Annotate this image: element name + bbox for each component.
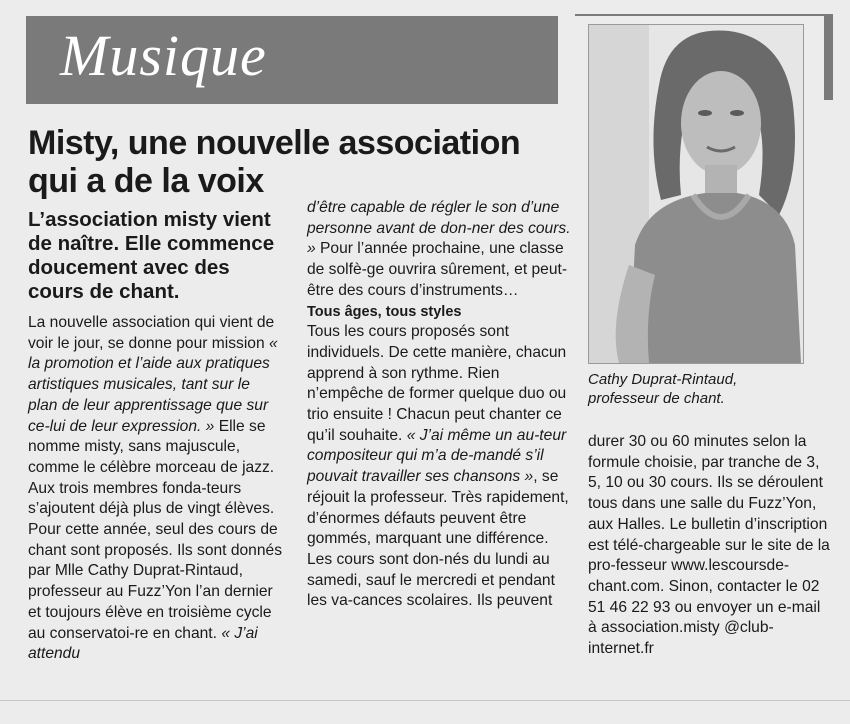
article-column-1	[28, 313, 283, 665]
quote: d’être capable de régler le son d’une personne avant de don-ner des cours. »	[307, 199, 571, 258]
portrait-photo	[588, 24, 804, 364]
lead-paragraph: L’association misty vient de naître. Elle commence doucement avec des cours de chant.	[28, 208, 275, 303]
photo-caption	[588, 370, 828, 408]
caption-role: professeur de chant.	[588, 390, 725, 407]
paragraph: durer 30 ou 60 minutes selon la formule choisie, par tranche de 3, 5, 10 ou 30 cours. Ils se déroulent tous dans une salle du Fuzz’Yon, aux Halles. Le bulletin d’inscription est télé-chargeable sur le site de la pro-fesseur www.lescoursde-chant.com. Sinon, contacter le 02 51 46 22 93 ou envoyer un e-mail à association.misty @club-internet.fr	[588, 433, 830, 658]
photo-frame-bar	[824, 14, 833, 100]
subheading: Tous âges, tous styles	[307, 303, 462, 320]
section-banner	[26, 16, 558, 104]
article-column-3	[588, 432, 833, 660]
headline: Misty, une nouvelle association qui a de la voix	[28, 124, 521, 200]
paragraph: Tous les cours proposés sont individuels. De cette manière, chacun apprend à son rythme. Rien n’empêche de former quelque duo ou trio ensuite ! Chacun peut chanter ce qu’il souhaite. « J’ai même un au-teur compositeur qui m’a de-mandé s’il pouvait travailler ses chansons », se réjouit la professeur. Très rapidement, d’énormes défauts peuvent être gommés, marquant une différence. Les cours sont don-nés du lundi au samedi, sauf le mercredi et pendant les va-cances scolaires. Ils peuvent	[307, 323, 569, 610]
paragraph: d’être capable de régler le son d’une personne avant de don-ner des cours. » Pour l’année prochaine, une classe de solfè-ge ouvrira sûrement, et peut-être des cours d’instruments…	[307, 199, 571, 299]
article-column-2	[307, 198, 577, 612]
paragraph: La nouvelle association qui vient de voir le jour, se donne pour mission « la promotion et l’aide aux pratiques artistiques musicales, tant sur le plan de leur apprentissage que sur ce-lui de leur expression. » Elle se nomme misty, sans majuscule, comme le célèbre morceau de jazz. Aux trois membres fonda-teurs s’ajoutent déjà plus de vingt élèves. Pour cette année, seul des cours de chant sont proposés. Ils sont donnés par Mlle Cathy Duprat-Rintaud, professeur au Fuzz’Yon l’an dernier et toujours élève en troisième cycle au conservatoi-re en chant. « J’ai attendu	[28, 314, 282, 663]
quote: « J’ai attendu	[28, 624, 258, 663]
page-edge-rule	[0, 700, 850, 701]
section-title: Musique	[60, 23, 267, 88]
quote: « la promotion et l’aide aux pratiques artistiques musicales, tant sur le plan de leur apprentissage que sur ce-lui de leur expression. »	[28, 334, 278, 435]
caption-name: Cathy Duprat-Rintaud,	[588, 371, 738, 388]
photo-frame-rule	[575, 14, 833, 16]
portrait-illustration	[589, 25, 803, 363]
quote: « J’ai même un au-teur compositeur qui m’a de-mandé s’il pouvait travailler ses chansons »	[307, 426, 567, 486]
